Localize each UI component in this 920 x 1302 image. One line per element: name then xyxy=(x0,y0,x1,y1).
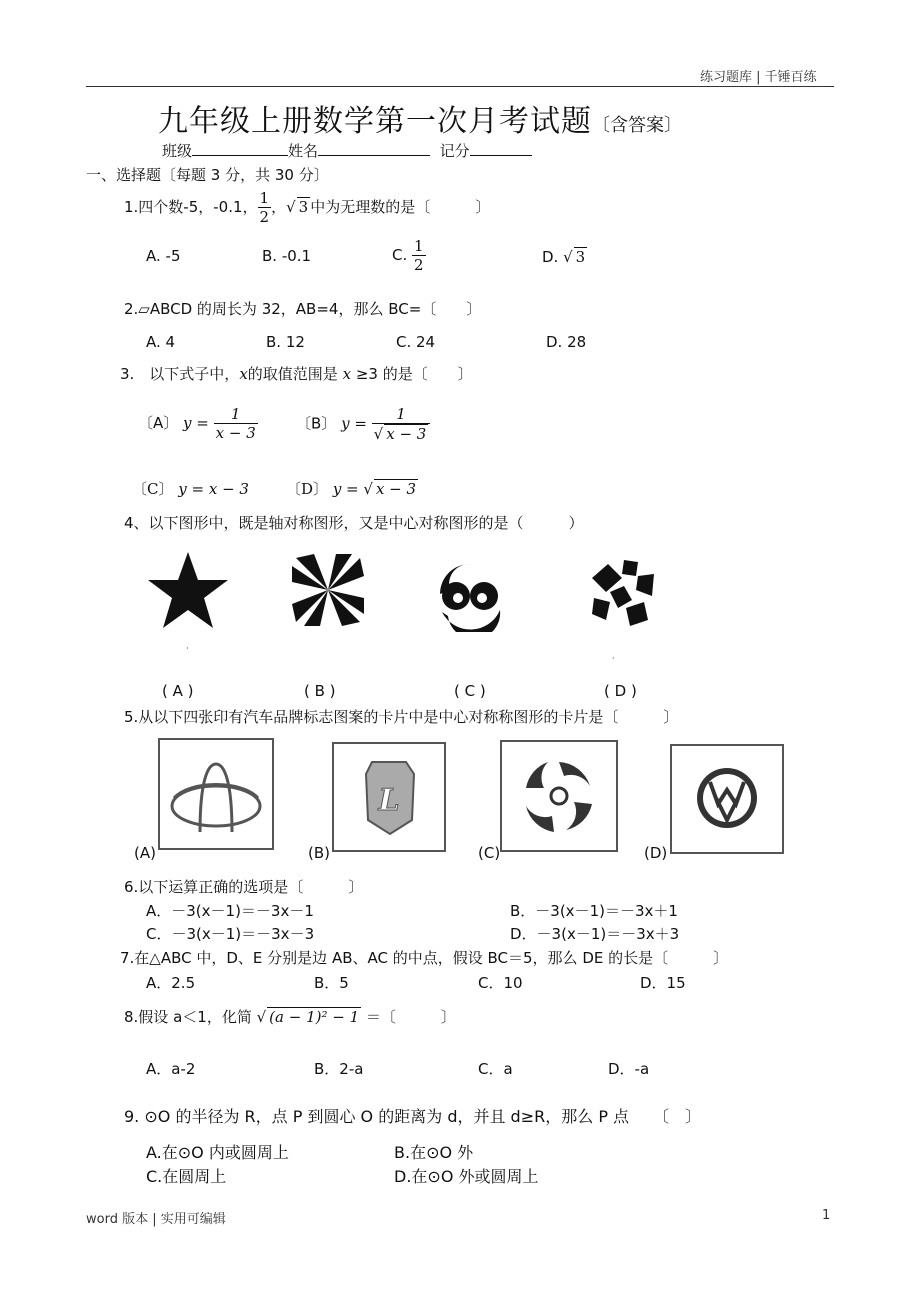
q1-fraction: $\frac{1}{2}$ xyxy=(259,189,270,226)
shield-logo-icon xyxy=(334,744,444,850)
q6-option-c: C．－3(x－1)＝－3x－3 xyxy=(146,925,315,943)
header-rule xyxy=(86,86,834,87)
q9-option-d: D.在⊙O 外或圆周上 xyxy=(394,1167,539,1186)
q5-label-c: (C) xyxy=(478,844,501,862)
section-heading: 一、选择题〔每题 3 分，共 30 分〕 xyxy=(86,166,329,184)
q5-label-a: (A) xyxy=(134,844,156,862)
q2-option-c: C. 24 xyxy=(396,333,436,351)
page-title: 九年级上册数学第一次月考试题〔含答案〕 xyxy=(158,104,682,139)
q7-option-c: C．10 xyxy=(478,974,523,992)
q1-stem: 1.四个数-5，-0.1， $\frac{1}{2}$ ，√ 3 中为无理数的是〔 〕 xyxy=(124,189,491,226)
q8-stem: 8.假设 a＜1，化简 √ (a − 1)² − 1 ＝〔 〕 xyxy=(124,1008,456,1026)
q3-stem: 3. 以下式子中，x的取值范围是 x ≥3 的是〔 〕 xyxy=(120,365,473,383)
q3-option-a: 〔A〕 y = $\frac{1}{x - 3}$ xyxy=(138,405,256,442)
q3-option-d: 〔D〕 y = √ x − 3 xyxy=(286,480,417,498)
q5-label-d: (D) xyxy=(644,844,668,862)
title-suffix: 〔含答案〕 xyxy=(592,115,682,136)
q7-option-b: B．5 xyxy=(314,974,349,992)
figure-dot-a: · xyxy=(186,644,189,653)
q6-option-a: A．－3(x－1)＝－3x－1 xyxy=(146,902,314,920)
q9-option-a: A.在⊙O 内或圆周上 xyxy=(146,1143,289,1162)
name-label: 姓名 xyxy=(288,142,319,160)
score-blank[interactable] xyxy=(470,155,532,156)
q3-option-b: 〔B〕 y = $\frac{1}{√ x - 3}$ xyxy=(296,405,430,443)
star-figure xyxy=(146,550,230,630)
class-blank[interactable] xyxy=(192,155,288,156)
swirl-figure xyxy=(436,560,504,632)
q2-option-d: D. 28 xyxy=(546,333,587,351)
q5-stem: 5.从以下四张印有汽车品牌标志图案的卡片中是中心对称称图形的卡片是〔 〕 xyxy=(124,708,679,726)
q4-label-a: ( A ) xyxy=(162,682,194,700)
square-pattern-figure xyxy=(588,556,658,628)
vw-logo-icon xyxy=(672,746,782,852)
card-c xyxy=(500,740,618,852)
q8-option-b: B．2-a xyxy=(314,1060,364,1078)
q4-stem: 4、以下图形中，既是轴对称图形，又是中心对称图形的是（ ） xyxy=(124,514,584,532)
footer-left: word 版本 | 实用可编辑 xyxy=(86,1212,226,1227)
q9-option-b: B.在⊙O 外 xyxy=(394,1143,474,1162)
q1-option-c: C. $\frac{1}{2}$ xyxy=(392,237,424,274)
q1-option-a: A. -5 xyxy=(146,247,181,265)
arch-logo-icon xyxy=(160,740,272,848)
q4-label-d: ( D ) xyxy=(604,682,637,700)
q5-label-b: (B) xyxy=(308,844,330,862)
header-tagline: 练习题库 | 千锤百练 xyxy=(700,70,817,85)
q4-label-c: ( C ) xyxy=(454,682,486,700)
q8-option-d: D．-a xyxy=(608,1060,650,1078)
info-line xyxy=(162,140,532,161)
page-number: 1 xyxy=(822,1208,831,1223)
q8-option-c: C．a xyxy=(478,1060,513,1078)
q2-option-b: B. 12 xyxy=(266,333,305,351)
score-label: 记分 xyxy=(439,142,470,160)
q6-option-d: D．－3(x－1)＝－3x＋3 xyxy=(510,925,680,943)
q2-option-a: A. 4 xyxy=(146,333,176,351)
q7-stem: 7.在△ABC 中，D、E 分别是边 AB、AC 的中点，假设 BC＝5，那么 DE 的长是〔 〕 xyxy=(120,949,729,967)
q8-option-a: A．a-2 xyxy=(146,1060,196,1078)
q7-option-d: D．15 xyxy=(640,974,686,992)
q4-label-b: ( B ) xyxy=(304,682,336,700)
q6-option-b: B．－3(x－1)＝－3x＋1 xyxy=(510,902,678,920)
swirl-logo-icon xyxy=(502,742,616,850)
q3-option-c: 〔C〕 y = x − 3 xyxy=(132,480,249,498)
q6-stem: 6.以下运算正确的选项是〔 〕 xyxy=(124,878,364,896)
class-label: 班级 xyxy=(162,142,193,160)
q2-stem: 2.▱ABCD 的周长为 32，AB=4，那么 BC=〔 〕 xyxy=(124,300,482,318)
svg-text:L: L xyxy=(378,783,400,818)
name-blank[interactable] xyxy=(318,155,430,156)
q9-option-c: C.在圆周上 xyxy=(146,1167,227,1186)
card-d xyxy=(670,744,784,854)
q1-option-d: D. √ 3 xyxy=(542,248,586,266)
card-a xyxy=(158,738,274,850)
q1-option-b: B. -0.1 xyxy=(262,247,312,265)
pinwheel-figure xyxy=(290,552,366,628)
q9-stem: 9. ⊙O 的半径为 R，点 P 到圆心 O 的距离为 d，并且 d≥R，那么 P 点 〔 〕 xyxy=(124,1107,702,1126)
card-b xyxy=(332,742,446,852)
figure-dot-d: · xyxy=(612,654,615,663)
q7-option-a: A．2.5 xyxy=(146,974,196,992)
